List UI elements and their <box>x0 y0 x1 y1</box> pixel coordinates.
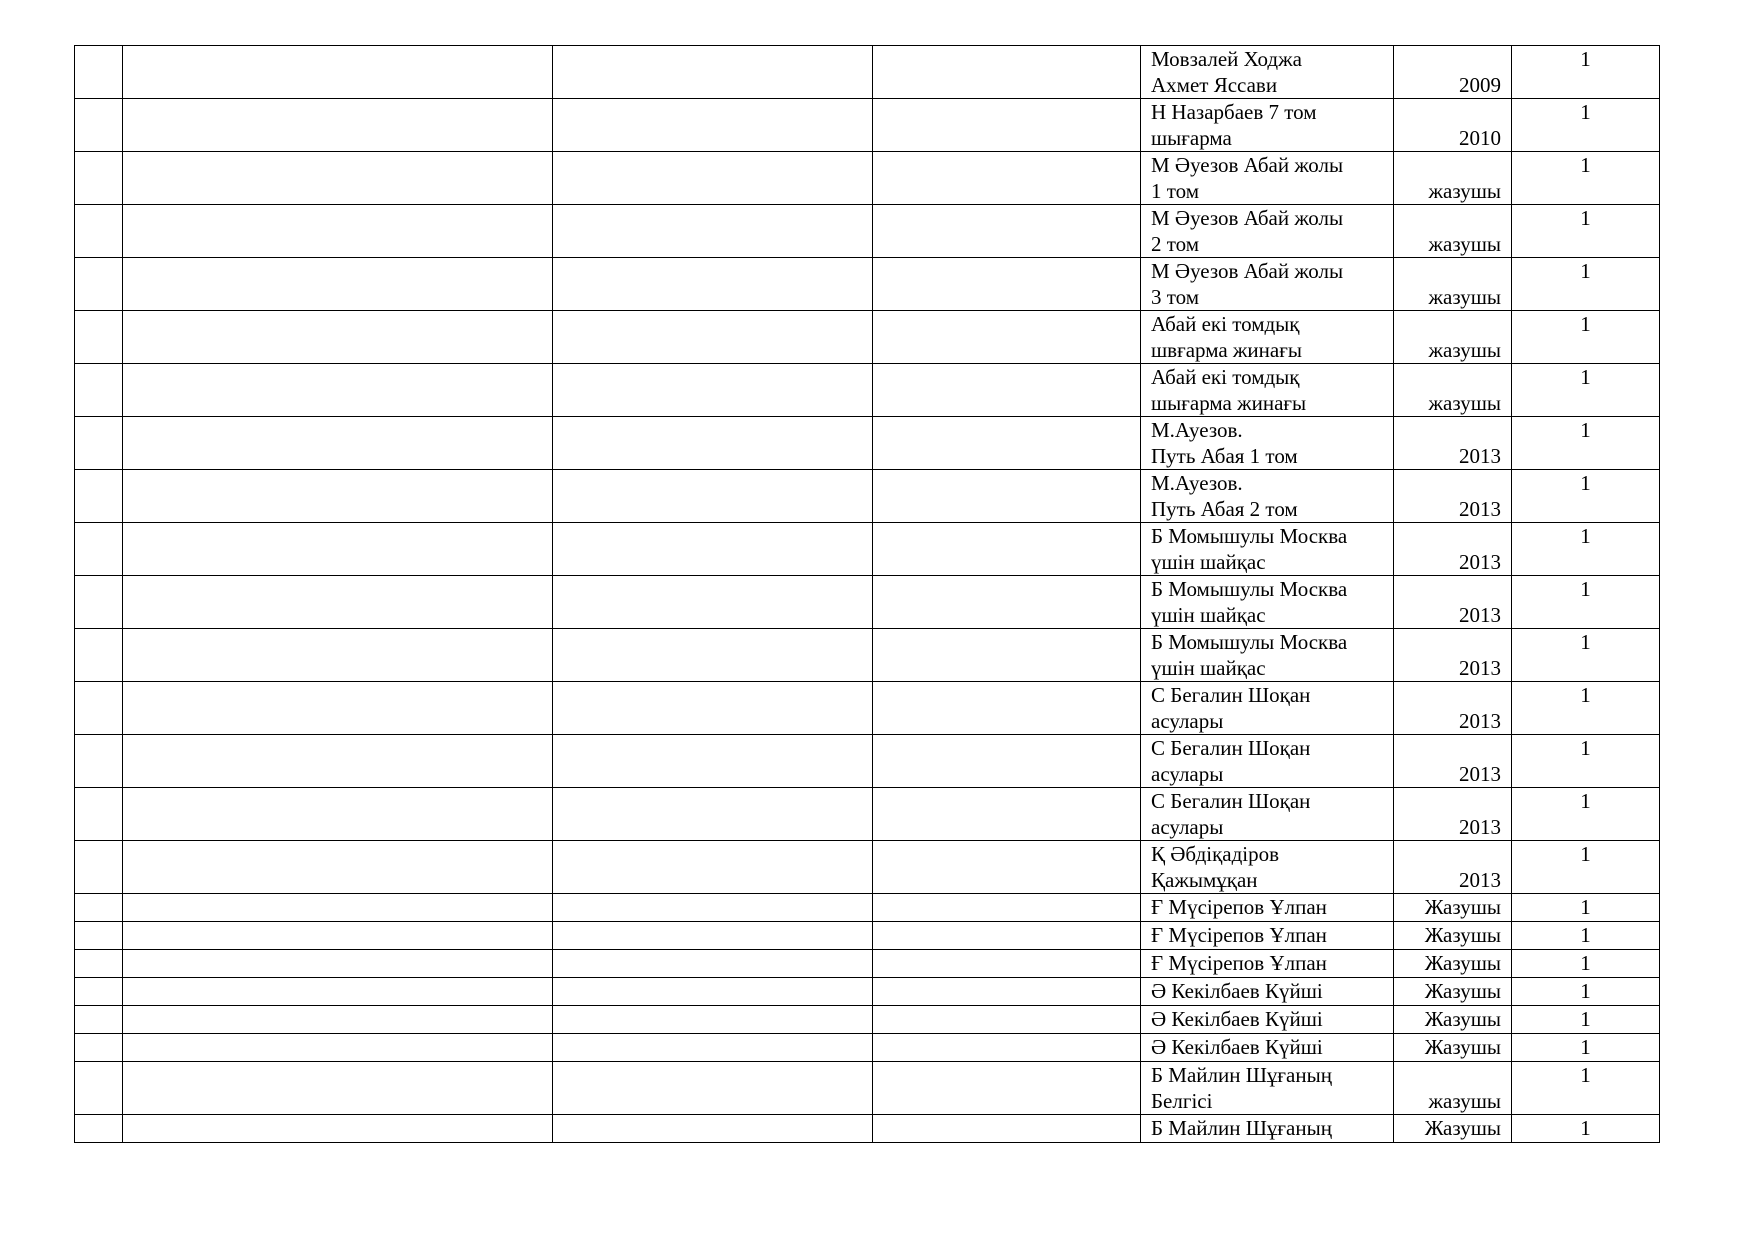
table-row <box>75 788 1660 841</box>
empty-cell <box>75 922 123 950</box>
book-title-line: Б Момышулы Москва <box>1151 524 1348 548</box>
empty-cell <box>75 841 123 894</box>
book-title-cell <box>1141 788 1394 841</box>
empty-cell <box>873 46 1141 99</box>
table-row <box>75 1006 1660 1034</box>
book-title-cell <box>1141 311 1394 364</box>
book-title-cell <box>1141 523 1394 576</box>
book-title-cell <box>1141 950 1394 978</box>
book-title-line: Ә Кекілбаев Күйші <box>1151 1007 1323 1031</box>
empty-cell <box>123 1034 553 1062</box>
table-row <box>75 1034 1660 1062</box>
empty-cell <box>75 311 123 364</box>
empty-cell <box>75 1062 123 1115</box>
empty-cell <box>873 894 1141 922</box>
table-row <box>75 152 1660 205</box>
book-title-cell <box>1141 735 1394 788</box>
empty-cell <box>75 1006 123 1034</box>
quantity-cell: 1 <box>1512 205 1660 258</box>
table-row <box>75 735 1660 788</box>
empty-cell <box>553 1006 873 1034</box>
table-row <box>75 922 1660 950</box>
empty-cell <box>75 523 123 576</box>
book-info-cell: жазушы <box>1394 364 1512 417</box>
quantity-cell: 1 <box>1512 417 1660 470</box>
book-title-cell <box>1141 1062 1394 1115</box>
quantity-cell: 1 <box>1512 1115 1660 1143</box>
empty-cell <box>553 258 873 311</box>
quantity-cell: 1 <box>1512 894 1660 922</box>
book-title-line: үшін шайқас <box>1151 603 1266 627</box>
book-title-cell <box>1141 629 1394 682</box>
book-title-cell <box>1141 1006 1394 1034</box>
book-title-line: С Бегалин Шоқан <box>1151 683 1311 707</box>
book-info-cell: 2013 <box>1394 629 1512 682</box>
empty-cell <box>123 470 553 523</box>
empty-cell <box>123 1115 553 1143</box>
empty-cell <box>873 470 1141 523</box>
quantity-cell: 1 <box>1512 978 1660 1006</box>
table-row <box>75 258 1660 311</box>
empty-cell <box>553 205 873 258</box>
empty-cell <box>873 629 1141 682</box>
book-title-cell <box>1141 1115 1394 1143</box>
book-title-line: Б Момышулы Москва <box>1151 577 1348 601</box>
quantity-cell: 1 <box>1512 629 1660 682</box>
book-title-line: асулары <box>1151 709 1224 733</box>
empty-cell <box>75 470 123 523</box>
empty-cell <box>873 1006 1141 1034</box>
book-info-cell: жазушы <box>1394 152 1512 205</box>
empty-cell <box>123 735 553 788</box>
empty-cell <box>123 417 553 470</box>
empty-cell <box>873 99 1141 152</box>
empty-cell <box>873 417 1141 470</box>
empty-cell <box>75 46 123 99</box>
book-info-cell: жазушы <box>1394 311 1512 364</box>
empty-cell <box>123 682 553 735</box>
empty-cell <box>873 523 1141 576</box>
quantity-cell: 1 <box>1512 258 1660 311</box>
empty-cell <box>123 788 553 841</box>
book-title-cell <box>1141 1034 1394 1062</box>
book-title-line: үшін шайқас <box>1151 550 1266 574</box>
quantity-cell: 1 <box>1512 152 1660 205</box>
table-row <box>75 364 1660 417</box>
empty-cell <box>553 950 873 978</box>
empty-cell <box>123 99 553 152</box>
book-info-cell: 2013 <box>1394 682 1512 735</box>
book-title-line: 3 том <box>1151 285 1200 309</box>
book-title-cell <box>1141 841 1394 894</box>
empty-cell <box>873 1034 1141 1062</box>
empty-cell <box>553 364 873 417</box>
book-title-line: С Бегалин Шоқан <box>1151 736 1311 760</box>
empty-cell <box>553 978 873 1006</box>
book-info-cell: 2013 <box>1394 735 1512 788</box>
book-title-line: С Бегалин Шоқан <box>1151 789 1311 813</box>
book-title-line: асулары <box>1151 815 1224 839</box>
book-info-cell: Жазушы <box>1394 1006 1512 1034</box>
book-info-cell: 2013 <box>1394 417 1512 470</box>
quantity-cell: 1 <box>1512 311 1660 364</box>
empty-cell <box>553 735 873 788</box>
book-title-line: М Әуезов Абай жолы <box>1151 206 1344 230</box>
empty-cell <box>123 629 553 682</box>
book-info-cell: Жазушы <box>1394 894 1512 922</box>
quantity-cell: 1 <box>1512 682 1660 735</box>
book-title-line: 2 том <box>1151 232 1200 256</box>
book-info-cell: Жазушы <box>1394 922 1512 950</box>
book-info-cell: 2010 <box>1394 99 1512 152</box>
empty-cell <box>123 311 553 364</box>
empty-cell <box>553 311 873 364</box>
book-title-line: Қ Әбдіқадіров <box>1151 842 1280 866</box>
empty-cell <box>553 1115 873 1143</box>
book-title-line: М Әуезов Абай жолы <box>1151 259 1344 283</box>
empty-cell <box>553 922 873 950</box>
book-title-cell <box>1141 470 1394 523</box>
table-row <box>75 46 1660 99</box>
book-title-line: Путь Абая 2 том <box>1151 497 1298 521</box>
quantity-cell: 1 <box>1512 788 1660 841</box>
empty-cell <box>75 894 123 922</box>
empty-cell <box>75 576 123 629</box>
empty-cell <box>123 1006 553 1034</box>
empty-cell <box>75 364 123 417</box>
book-title-line: Мовзалей Ходжа <box>1151 47 1302 71</box>
table-row <box>75 205 1660 258</box>
table-row <box>75 978 1660 1006</box>
empty-cell <box>123 576 553 629</box>
empty-cell <box>123 922 553 950</box>
book-title-line: Ғ Мүсірепов Ұлпан <box>1151 951 1327 975</box>
book-title-cell <box>1141 46 1394 99</box>
table-row <box>75 629 1660 682</box>
empty-cell <box>75 258 123 311</box>
empty-cell <box>873 788 1141 841</box>
book-title-line: Абай екі томдық <box>1151 312 1300 336</box>
book-title-cell <box>1141 576 1394 629</box>
book-title-line: Н Назарбаев 7 том <box>1151 100 1317 124</box>
book-title-line: 1 том <box>1151 179 1200 203</box>
empty-cell <box>873 258 1141 311</box>
book-title-line: асулары <box>1151 762 1224 786</box>
book-title-cell <box>1141 978 1394 1006</box>
empty-cell <box>553 1034 873 1062</box>
book-title-line: М.Ауезов. <box>1151 418 1243 442</box>
empty-cell <box>123 950 553 978</box>
book-title-cell <box>1141 682 1394 735</box>
book-title-cell <box>1141 417 1394 470</box>
book-title-line: швғарма жинағы <box>1151 338 1302 362</box>
quantity-cell: 1 <box>1512 1006 1660 1034</box>
empty-cell <box>123 364 553 417</box>
table-row <box>75 99 1660 152</box>
quantity-cell: 1 <box>1512 46 1660 99</box>
empty-cell <box>75 1034 123 1062</box>
table-row <box>75 311 1660 364</box>
empty-cell <box>553 417 873 470</box>
empty-cell <box>553 629 873 682</box>
book-info-cell: Жазушы <box>1394 1115 1512 1143</box>
book-title-line: Ә Кекілбаев Күйші <box>1151 979 1323 1003</box>
book-title-line: М Әуезов Абай жолы <box>1151 153 1344 177</box>
quantity-cell: 1 <box>1512 1062 1660 1115</box>
book-info-cell: 2013 <box>1394 576 1512 629</box>
book-info-cell: 2013 <box>1394 788 1512 841</box>
empty-cell <box>75 629 123 682</box>
book-title-line: Ғ Мүсірепов Ұлпан <box>1151 923 1327 947</box>
book-title-line: Б Майлин Шұғаның <box>1151 1116 1332 1140</box>
empty-cell <box>123 152 553 205</box>
book-info-cell: 2013 <box>1394 523 1512 576</box>
table-body <box>75 46 1660 1143</box>
book-info-cell: Жазушы <box>1394 978 1512 1006</box>
empty-cell <box>553 682 873 735</box>
book-title-line: М.Ауезов. <box>1151 471 1243 495</box>
book-title-line: Абай екі томдық <box>1151 365 1300 389</box>
empty-cell <box>75 978 123 1006</box>
empty-cell <box>873 682 1141 735</box>
quantity-cell: 1 <box>1512 950 1660 978</box>
empty-cell <box>75 950 123 978</box>
empty-cell <box>873 922 1141 950</box>
empty-cell <box>123 841 553 894</box>
empty-cell <box>123 978 553 1006</box>
empty-cell <box>873 978 1141 1006</box>
table-row <box>75 470 1660 523</box>
empty-cell <box>553 894 873 922</box>
table-row <box>75 576 1660 629</box>
empty-cell <box>123 205 553 258</box>
empty-cell <box>75 417 123 470</box>
empty-cell <box>873 205 1141 258</box>
book-title-cell <box>1141 258 1394 311</box>
empty-cell <box>553 152 873 205</box>
empty-cell <box>553 470 873 523</box>
book-info-cell: жазушы <box>1394 205 1512 258</box>
empty-cell <box>873 1115 1141 1143</box>
empty-cell <box>123 894 553 922</box>
book-title-cell <box>1141 205 1394 258</box>
quantity-cell: 1 <box>1512 470 1660 523</box>
empty-cell <box>873 576 1141 629</box>
empty-cell <box>123 523 553 576</box>
book-title-line: Б Момышулы Москва <box>1151 630 1348 654</box>
empty-cell <box>123 46 553 99</box>
inventory-table <box>74 45 1660 1143</box>
table-row <box>75 417 1660 470</box>
empty-cell <box>123 258 553 311</box>
book-title-line: Белгісі <box>1151 1089 1213 1113</box>
empty-cell <box>553 523 873 576</box>
empty-cell <box>553 788 873 841</box>
book-info-cell: 2013 <box>1394 841 1512 894</box>
quantity-cell: 1 <box>1512 523 1660 576</box>
table-row <box>75 1115 1660 1143</box>
empty-cell <box>75 205 123 258</box>
empty-cell <box>873 950 1141 978</box>
empty-cell <box>873 364 1141 417</box>
quantity-cell: 1 <box>1512 1034 1660 1062</box>
book-info-cell: 2009 <box>1394 46 1512 99</box>
table-row <box>75 682 1660 735</box>
book-info-cell: жазушы <box>1394 1062 1512 1115</box>
empty-cell <box>75 788 123 841</box>
empty-cell <box>553 1062 873 1115</box>
book-title-line: шығарма жинағы <box>1151 391 1307 415</box>
table-row <box>75 523 1660 576</box>
book-title-cell <box>1141 922 1394 950</box>
book-title-line: Б Майлин Шұғаның <box>1151 1063 1332 1087</box>
book-title-line: Ә Кекілбаев Күйші <box>1151 1035 1323 1059</box>
book-info-cell: 2013 <box>1394 470 1512 523</box>
empty-cell <box>873 735 1141 788</box>
book-title-cell <box>1141 99 1394 152</box>
book-title-line: Путь Абая 1 том <box>1151 444 1298 468</box>
empty-cell <box>553 99 873 152</box>
empty-cell <box>553 46 873 99</box>
quantity-cell: 1 <box>1512 99 1660 152</box>
empty-cell <box>873 311 1141 364</box>
quantity-cell: 1 <box>1512 735 1660 788</box>
quantity-cell: 1 <box>1512 841 1660 894</box>
empty-cell <box>75 1115 123 1143</box>
table-row <box>75 841 1660 894</box>
empty-cell <box>75 152 123 205</box>
empty-cell <box>873 841 1141 894</box>
book-title-cell <box>1141 364 1394 417</box>
table-row <box>75 894 1660 922</box>
book-info-cell: Жазушы <box>1394 950 1512 978</box>
quantity-cell: 1 <box>1512 364 1660 417</box>
empty-cell <box>75 735 123 788</box>
book-title-line: Ахмет Яссави <box>1151 73 1278 97</box>
quantity-cell: 1 <box>1512 576 1660 629</box>
book-title-cell <box>1141 152 1394 205</box>
empty-cell <box>75 682 123 735</box>
table-row <box>75 950 1660 978</box>
book-title-line: Ғ Мүсірепов Ұлпан <box>1151 895 1327 919</box>
book-title-line: шығарма <box>1151 126 1232 150</box>
book-info-cell: Жазушы <box>1394 1034 1512 1062</box>
empty-cell <box>873 152 1141 205</box>
empty-cell <box>553 841 873 894</box>
empty-cell <box>873 1062 1141 1115</box>
book-title-line: Қажымұқан <box>1151 868 1258 892</box>
table-row <box>75 1062 1660 1115</box>
empty-cell <box>75 99 123 152</box>
empty-cell <box>123 1062 553 1115</box>
quantity-cell: 1 <box>1512 922 1660 950</box>
empty-cell <box>553 576 873 629</box>
book-info-cell: жазушы <box>1394 258 1512 311</box>
book-title-cell <box>1141 894 1394 922</box>
book-title-line: үшін шайқас <box>1151 656 1266 680</box>
